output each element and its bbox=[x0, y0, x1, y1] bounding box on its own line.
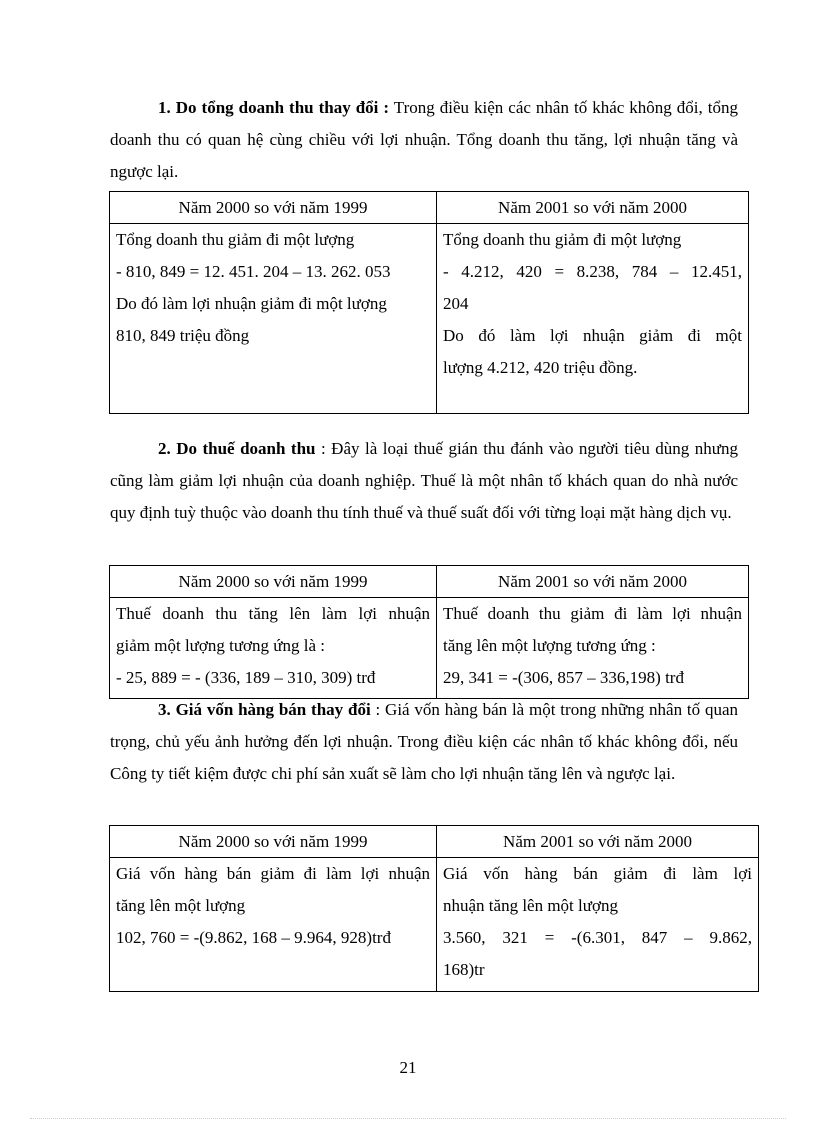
section3-text: : Giá vốn hàng bán là một trong những nhân tố quan trọng, chủ yếu ảnh hưởng đến lợi nhuận. Trong điều kiện các nhân tố khác không đổi, nếu Công ty tiết kiệm được chi phí sản xuất sẽ làm cho lợi nhuận tăng lên và ngược lại. bbox=[110, 700, 738, 783]
table1-col1-line: Do đó làm lợi nhuận giảm đi một lượng bbox=[116, 294, 387, 313]
section2-text: : Đây là loại thuế gián thu đánh vào người tiêu dùng nhưng cũng làm giảm lợi nhuận của doanh nghiệp. Thuế là một nhân tố khách quan do nhà nước quy định tuỳ thuộc vào doanh thu tính thuế và thuế suất đối với từng loại mặt hàng dịch vụ. bbox=[110, 439, 739, 522]
table1-col2-line: - 4.212, 420 = 8.238, 784 – 12.451, bbox=[443, 262, 742, 281]
table-header-row bbox=[110, 826, 759, 858]
table1-col2-cell bbox=[437, 224, 749, 414]
table3-col2-line: nhuận tăng lên một lượng bbox=[443, 896, 618, 915]
table3-col1-header: Năm 2000 so với năm 1999 bbox=[110, 826, 437, 858]
section1-heading: 1. Do tổng doanh thu thay đổi : bbox=[158, 98, 390, 117]
table1-col2-line: 204 bbox=[443, 294, 469, 313]
table3-col2-line: 3.560, 321 = -(6.301, 847 – 9.862, bbox=[443, 928, 752, 947]
section1-table bbox=[109, 191, 749, 414]
page-number: 21 bbox=[399, 1058, 417, 1077]
table1-col2-header: Năm 2001 so với năm 2000 bbox=[437, 192, 749, 224]
table1-col2-line: Tổng doanh thu giảm đi một lượng bbox=[443, 230, 682, 249]
table2-col2-header: Năm 2001 so với năm 2000 bbox=[437, 566, 749, 598]
table2-col1-header: Năm 2000 so với năm 1999 bbox=[110, 566, 437, 598]
table-row bbox=[110, 224, 749, 414]
table-header-row bbox=[110, 192, 749, 224]
table-row bbox=[110, 858, 759, 992]
table1-col1-cell bbox=[110, 224, 437, 414]
footer-divider bbox=[30, 1118, 786, 1119]
table3-col2-line: Giá vốn hàng bán giảm đi làm lợi bbox=[443, 864, 752, 883]
table2-col2-cell bbox=[437, 598, 749, 699]
table1-col1-header: Năm 2000 so với năm 1999 bbox=[110, 192, 437, 224]
table2-col1-cell bbox=[110, 598, 437, 699]
table-header-row bbox=[110, 566, 749, 598]
section1-text: Trong điều kiện các nhân tố khác không đổi, tổng doanh thu có quan hệ cùng chiều với lợi nhuận. Tổng doanh thu tăng, lợi nhuận tăng và ngược lại. bbox=[110, 98, 739, 181]
section2-table bbox=[109, 565, 749, 699]
table3-col2-line: 168)tr bbox=[443, 960, 485, 979]
section2-paragraph bbox=[110, 433, 738, 529]
table2-col2-line: Thuế doanh thu giảm đi làm lợi nhuận bbox=[443, 604, 742, 623]
table-row bbox=[110, 598, 749, 699]
table2-col1-line: Thuế doanh thu tăng lên làm lợi nhuận bbox=[116, 604, 430, 623]
section3-table bbox=[109, 825, 759, 992]
table1-col2-line: lượng 4.212, 420 triệu đồng. bbox=[443, 358, 638, 377]
table2-col1-line: giảm một lượng tương ứng là : bbox=[116, 636, 325, 655]
table3-col1-line: 102, 760 = -(9.862, 168 – 9.964, 928)trđ bbox=[116, 928, 391, 947]
section3-paragraph bbox=[110, 694, 738, 790]
section3-heading: 3. Giá vốn hàng bán thay đổi bbox=[158, 700, 371, 719]
table3-col1-line: Giá vốn hàng bán giảm đi làm lợi nhuận bbox=[116, 864, 430, 883]
table3-col1-cell bbox=[110, 858, 437, 992]
table3-col2-cell bbox=[437, 858, 759, 992]
table3-col2-header: Năm 2001 so với năm 2000 bbox=[437, 826, 759, 858]
section1-paragraph bbox=[110, 92, 738, 188]
table1-col1-line: 810, 849 triệu đồng bbox=[116, 326, 250, 345]
table2-col1-line: - 25, 889 = - (336, 189 – 310, 309) trđ bbox=[116, 668, 376, 687]
section2-heading: 2. Do thuế doanh thu bbox=[158, 439, 316, 458]
table1-col1-line: Tổng doanh thu giảm đi một lượng bbox=[116, 230, 355, 249]
table2-col2-line: 29, 341 = -(306, 857 – 336,198) trđ bbox=[443, 668, 684, 687]
table1-col1-line: - 810, 849 = 12. 451. 204 – 13. 262. 053 bbox=[116, 262, 391, 281]
table1-col2-line: Do đó làm lợi nhuận giảm đi một bbox=[443, 326, 742, 345]
table2-col2-line: tăng lên một lượng tương ứng : bbox=[443, 636, 656, 655]
table3-col1-line: tăng lên một lượng bbox=[116, 896, 246, 915]
